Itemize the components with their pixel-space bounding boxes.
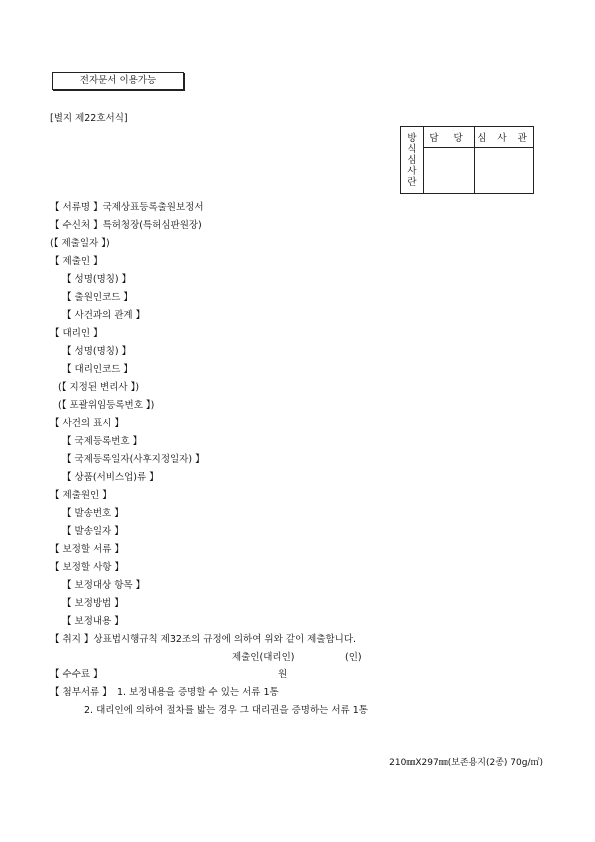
approval-col-examiner: 심 사 관	[475, 127, 534, 148]
submit-date-line: (【 제출일자 】)	[50, 238, 110, 249]
applicant-code: 【 출원인코드 】	[62, 292, 133, 303]
paper-spec-footer: 210㎜X297㎜(보존용지(2종) 70g/㎡)	[389, 758, 543, 768]
submission-cause-heading: 【 제출원인 】	[50, 490, 112, 501]
doc-title-line: 【 서류명 】국제상표등록출원보정서	[50, 202, 204, 213]
amend-content: 【 보정내용 】	[62, 616, 124, 627]
e-document-badge: 전자문서 이용가능	[52, 72, 184, 90]
attachments-label: 【 첨부서류 】	[50, 687, 112, 698]
purpose-statement: 【 취지 】상표법시행규칙 제32조의 규정에 의하여 위와 같이 제출합니다.	[50, 634, 357, 645]
submitter-heading: 【 제출인 】	[50, 256, 103, 267]
designated-attorney: (【 지정된 변리사 】)	[58, 382, 140, 393]
approval-col-staff: 담 당	[424, 127, 475, 148]
intl-registration-date: 【 국제등록일자(사후지정일자) 】	[62, 454, 205, 465]
approval-side-label	[401, 127, 424, 194]
agent-name: 【 성명(명칭) 】	[62, 346, 132, 357]
goods-class: 【 상품(서비스업)류 】	[62, 472, 159, 483]
intl-registration-number: 【 국제등록번호 】	[62, 436, 143, 447]
general-power-number: (【 포괄위임등록번호 】)	[58, 400, 155, 411]
submitter-name: 【 성명(명칭) 】	[62, 274, 132, 285]
fee-label: 【 수수료 】	[50, 669, 103, 680]
amend-method: 【 보정방법 】	[62, 598, 124, 609]
approval-box	[400, 126, 534, 194]
agent-heading: 【 대리인 】	[50, 328, 103, 339]
amend-document: 【 보정할 서류 】	[50, 544, 124, 555]
case-display-heading: 【 사건의 표시 】	[50, 418, 124, 429]
case-relation: 【 사건과의 관계 】	[62, 310, 146, 321]
form-number: [별지 제22호서식]	[50, 113, 128, 124]
approval-side-text: 방식심사란	[407, 132, 417, 188]
amend-matters-heading: 【 보정할 사항 】	[50, 562, 124, 573]
agent-code: 【 대리인코드 】	[62, 364, 133, 375]
seal-mark: (인)	[345, 652, 362, 663]
attachment-item-1: 1. 보정내용을 증명할 수 있는 서류 1통	[117, 687, 279, 698]
approval-examiner-cell	[475, 148, 534, 194]
dispatch-number: 【 발송번호 】	[62, 508, 124, 519]
approval-staff-cell	[424, 148, 475, 194]
dispatch-date: 【 발송일자 】	[62, 526, 124, 537]
attachment-item-2: 2. 대리인에 의하여 절차를 밟는 경우 그 대리권을 증명하는 서류 1통	[84, 705, 368, 716]
amend-target-item: 【 보정대상 항목 】	[62, 580, 146, 591]
fee-unit: 원	[278, 669, 288, 680]
signature-label: 제출인(대리인)	[232, 652, 295, 663]
recipient-line: 【 수신처 】특허청장(특허심판원장)	[50, 220, 202, 231]
